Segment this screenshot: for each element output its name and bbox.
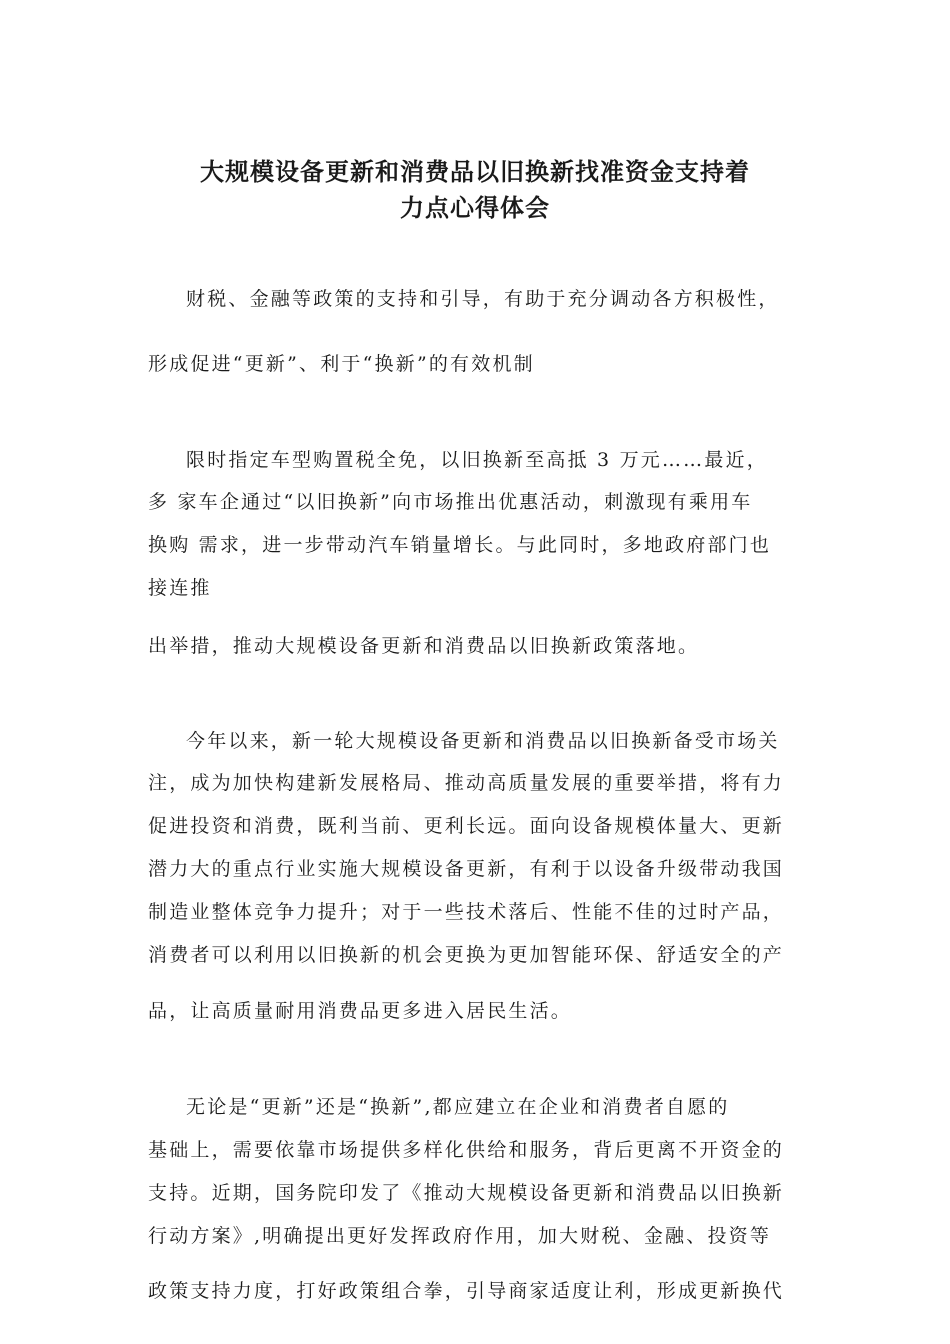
document-title-line-1: 大规模设备更新和消费品以旧换新找准资金支持着: [200, 158, 750, 186]
paragraph-line: 支持。近期，国务院印发了《推动大规模设备更新和消费品以旧换新: [148, 1182, 785, 1204]
paragraph-line: 促进投资和消费，既利当前、更利长远。面向设备规模体量大、更新: [148, 815, 785, 837]
paragraph-line: 基础上，需要依靠市场提供多样化供给和服务，背后更离不开资金的: [148, 1139, 785, 1161]
paragraph-line: 接连推: [148, 577, 212, 599]
paragraph-line: 无论是“更新”还是“换新”,都应建立在企业和消费者自愿的: [186, 1096, 730, 1118]
paragraph-line: 注，成为加快构建新发展格局、推动高质量发展的重要举措，将有力: [148, 772, 785, 794]
paragraph-line: 形成促进“更新”、利于“换新”的有效机制: [148, 353, 535, 375]
paragraph-line: 消费者可以利用以旧换新的机会更换为更加智能环保、舒适安全的产: [148, 944, 785, 966]
paragraph-line: 财税、金融等政策的支持和引导，有助于充分调动各方积极性，: [186, 288, 780, 310]
document-title-line-2: 力点心得体会: [400, 194, 550, 222]
paragraph-line: 换购 需求，进一步带动汽车销量增长。与此同时，多地政府部门也: [148, 534, 772, 556]
paragraph-line: 政策支持力度，打好政策组合拳，引导商家适度让利，形成更新换代: [148, 1280, 785, 1302]
paragraph-line: 潜力大的重点行业实施大规模设备更新，有利于以设备升级带动我国: [148, 858, 785, 880]
paragraph-line: 行动方案》,明确提出更好发挥政府作用，加大财税、金融、投资等: [148, 1225, 772, 1247]
paragraph-line: 今年以来，新一轮大规模设备更新和消费品以旧换新备受市场关: [186, 730, 780, 752]
paragraph-line: 品，让高质量耐用消费品更多进入居民生活。: [148, 1000, 573, 1022]
paragraph-line: 限时指定车型购置税全免，以旧换新至高抵 3 万元……最近，: [186, 449, 768, 471]
paragraph-line: 制造业整体竞争力提升；对于一些技术落后、性能不佳的过时产品，: [148, 901, 785, 923]
paragraph-line: 多 家车企通过“以旧换新”向市场推出优惠活动，刺激现有乘用车: [148, 491, 753, 513]
paragraph-line: 出举措，推动大规模设备更新和消费品以旧换新政策落地。: [148, 635, 700, 657]
